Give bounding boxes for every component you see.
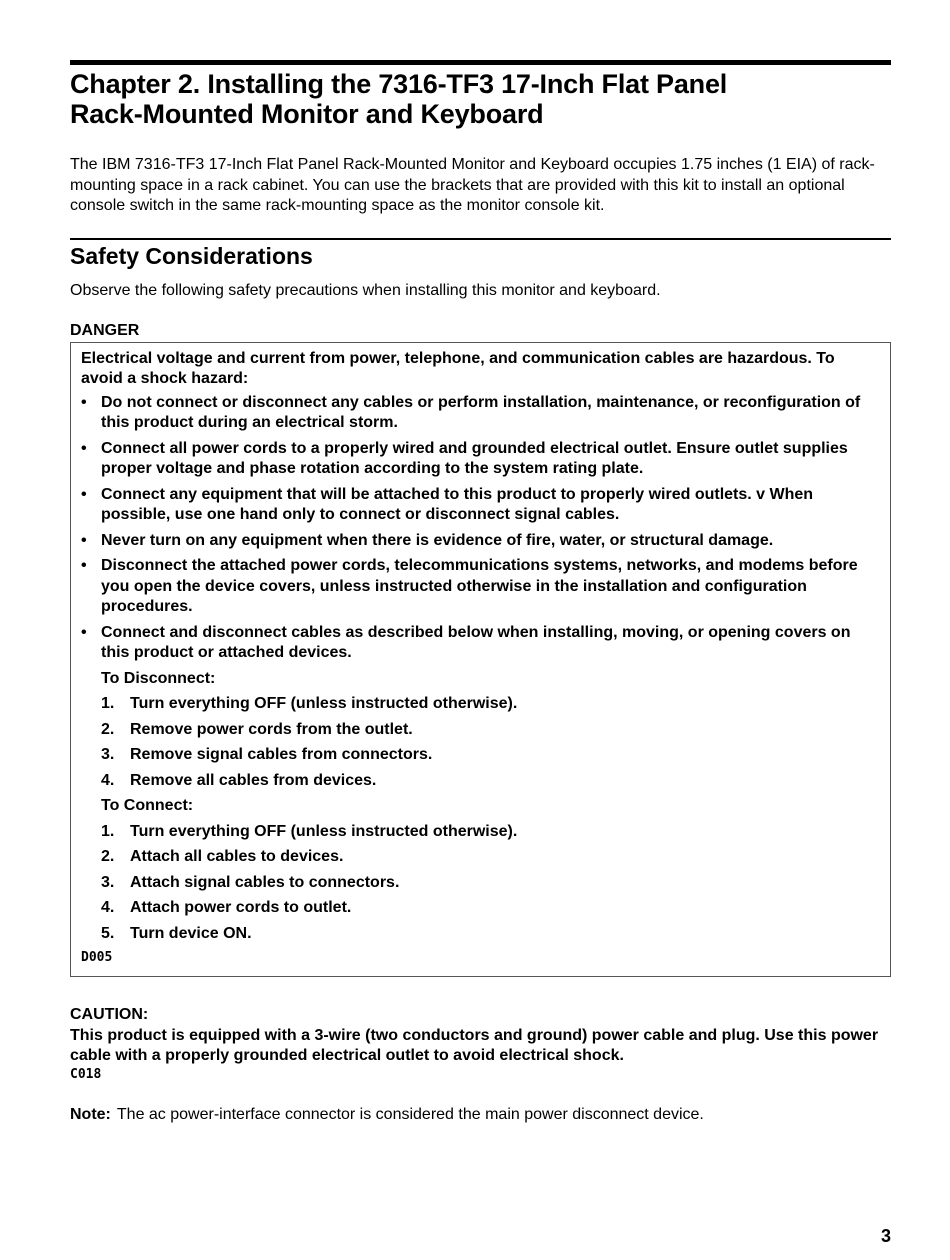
bullet-icon: •: [81, 531, 87, 549]
list-item: [81, 485, 880, 526]
bullet-icon: •: [81, 557, 87, 574]
danger-label: DANGER: [70, 321, 140, 339]
danger-item-text: Connect any equipment that will be attached to this product to properly wired outlets. v When possible, use one hand only to connect or disconnect signal cables.: [101, 485, 814, 523]
note: [70, 1105, 891, 1125]
step-text: Remove signal cables from connectors.: [130, 746, 433, 763]
step-number: 3.: [101, 873, 115, 891]
step-number: 1.: [101, 695, 115, 712]
step-number: 5.: [101, 924, 115, 942]
step-text: Turn everything OFF (unless instructed otherwise).: [130, 822, 518, 840]
step-text: Attach all cables to devices.: [130, 848, 344, 865]
step-text: Attach signal cables to connectors.: [130, 873, 400, 891]
step-text: Remove all cables from devices.: [130, 771, 377, 789]
list-item: [81, 556, 880, 618]
danger-intro: Electrical voltage and current from power, telephone, and communication cables are hazardous. To avoid a shock hazard:: [81, 349, 835, 387]
chapter-rule: [70, 60, 891, 65]
caution-label: CAUTION:: [70, 1006, 149, 1023]
caution-block: [70, 1005, 891, 1083]
step-item: [101, 873, 880, 894]
step-item: [101, 771, 880, 792]
danger-item-text: Connect all power cords to a properly wired and grounded electrical outlet. Ensure outlet supplies proper voltage and phase rotation according to the system rating plate.: [101, 439, 848, 477]
chapter-title-line1: Chapter 2. Installing the 7316-TF3 17-Inch Flat Panel: [70, 69, 728, 99]
step-text: Remove power cords from the outlet.: [130, 720, 413, 738]
step-item: [101, 822, 880, 843]
list-item: [81, 623, 880, 664]
bullet-icon: •: [81, 439, 87, 457]
bullet-icon: •: [81, 485, 87, 503]
step-item: [101, 745, 880, 766]
chapter-title: [70, 69, 891, 129]
step-number: 2.: [101, 848, 115, 865]
step-text: Turn everything OFF (unless instructed otherwise).: [130, 695, 518, 712]
list-item: [81, 531, 880, 552]
step-number: 4.: [101, 771, 115, 789]
danger-list: [81, 393, 880, 664]
step-number: 4.: [101, 899, 115, 916]
danger-item-text: Connect and disconnect cables as described below when installing, moving, or opening covers on this product or attached devices.: [101, 623, 851, 661]
step-item: [101, 847, 880, 868]
chapter-intro: The IBM 7316-TF3 17-Inch Flat Panel Rack-Mounted Monitor and Keyboard occupies 1.75 inches (1 EIA) of rack-mounting space in a rack cabinet. You can use the brackets that are provided with this kit to install an optional console switch in the same rack-mounting space as the monitor console kit.: [70, 156, 875, 214]
caution-code: C018: [70, 1066, 102, 1082]
bullet-icon: •: [81, 623, 87, 641]
list-item: [81, 439, 880, 480]
note-label: Note:: [70, 1105, 111, 1123]
page-number: 3: [880, 1226, 891, 1246]
step-text: Attach power cords to outlet.: [130, 899, 352, 916]
step-item: [101, 898, 880, 919]
disconnect-steps: [81, 694, 880, 791]
section-title: Safety Considerations: [70, 242, 313, 269]
danger-item-text: Do not connect or disconnect any cables or perform installation, maintenance, or reconfiguration of this product during an electrical storm.: [101, 393, 861, 431]
disconnect-heading: To Disconnect:: [101, 669, 216, 687]
document-page: [70, 60, 891, 1125]
step-item: [101, 694, 880, 715]
step-number: 1.: [101, 822, 115, 840]
step-text: Turn device ON.: [130, 924, 252, 942]
danger-item-text: Never turn on any equipment when there is evidence of fire, water, or structural damage.: [101, 531, 774, 549]
section-rule: [70, 238, 891, 240]
step-item: [101, 924, 880, 945]
caution-text: This product is equipped with a 3-wire (two conductors and ground) power cable and plug. Use this power cable with a properly grounded electrical outlet to avoid electrical shock.: [70, 1026, 879, 1064]
connect-steps: [81, 822, 880, 945]
list-item: [81, 393, 880, 434]
danger-box: [70, 342, 891, 978]
chapter-title-line2: Rack-Mounted Monitor and Keyboard: [70, 99, 544, 129]
bullet-icon: •: [81, 393, 87, 411]
note-text: The ac power-interface connector is considered the main power disconnect device.: [116, 1105, 704, 1123]
danger-item-text: Disconnect the attached power cords, telecommunications systems, networks, and modems before you open the device covers, unless instructed otherwise in the installation and configuration procedures.: [101, 557, 858, 615]
connect-heading: To Connect:: [101, 797, 194, 814]
step-number: 2.: [101, 720, 115, 738]
step-number: 3.: [101, 746, 115, 763]
section-lead: Observe the following safety precautions when installing this monitor and keyboard.: [70, 281, 661, 299]
step-item: [101, 720, 880, 741]
danger-code: D005: [81, 950, 113, 965]
